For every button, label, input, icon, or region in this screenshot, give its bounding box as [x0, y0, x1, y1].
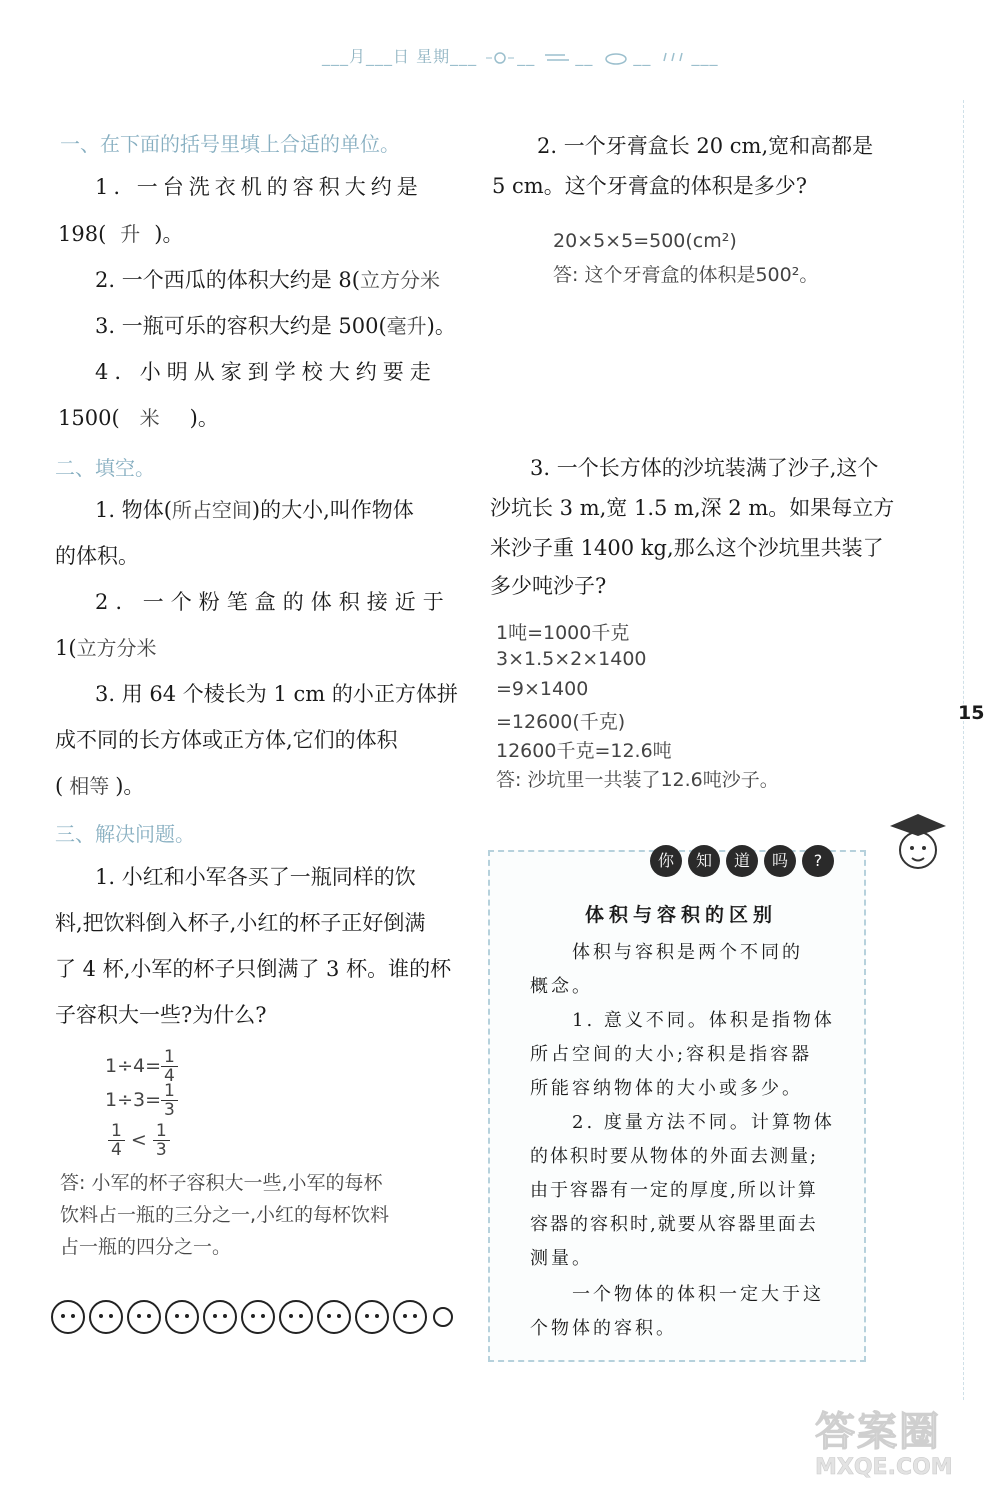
s3-q3-work5: 12600千克=12.6吨 — [496, 740, 672, 762]
s2-q1-line2: 的体积。 — [55, 544, 139, 568]
s3-q2-line2: 5 cm。这个牙膏盒的体积是多少? — [492, 174, 807, 198]
scholar-mascot-icon — [880, 808, 950, 888]
badge-char: ? — [802, 845, 834, 877]
watermark-url: MXQE.COM — [815, 1455, 953, 1480]
s2-q2-answer: 立方分米 — [76, 636, 157, 660]
s3-q3-line3: 米沙子重 1400 kg,那么这个沙坑里共装了 — [490, 536, 884, 560]
site-watermark-logo — [815, 1400, 985, 1485]
badge-char: 知 — [688, 845, 720, 877]
s3-q3-work4: =12600(千克) — [496, 711, 626, 733]
s3-q2-line1: 2. 一个牙膏盒长 20 cm,宽和高都是 — [537, 134, 874, 158]
did-you-know-badge — [650, 845, 834, 879]
badge-char: 吗 — [764, 845, 796, 877]
s3-q3-line1: 3. 一个长方体的沙坑装满了沙子,这个 — [530, 456, 879, 480]
s2-q3-line3: ( 相等 )。 — [55, 774, 145, 798]
date-header: ___月___日 星期___ __ __ __ ___ — [322, 47, 719, 66]
s3-q1-answer-line1: 答: 小军的杯子容积大一些,小军的每杯 — [60, 1172, 383, 1194]
s1-q1-line2: 198( 升 )。 — [58, 222, 184, 246]
weather-cloudy-icon — [599, 50, 633, 66]
s3-q3-answer: 答: 沙坑里一共装了12.6吨沙子。 — [496, 769, 779, 791]
s3-q2-answer: 答: 这个牙膏盒的体积是500²。 — [553, 264, 819, 286]
box-line: 概念。 — [530, 976, 593, 997]
s2-q3-line2: 成不同的长方体或正方体,它们的体积 — [55, 728, 398, 752]
s3-q3-work1: 1吨=1000千克 — [496, 622, 630, 644]
s3-q1-line2: 料,把饮料倒入杯子,小红的杯子正好倒满 — [55, 911, 426, 935]
s1-q4-line1: 4. 小明从家到学校大约要走 — [95, 360, 437, 384]
section2-title: 二、填空。 — [55, 456, 155, 480]
s3-q1-work3: $\frac{1}{4}$ < $\frac{1}{3}$ — [108, 1122, 170, 1159]
weather-wind-icon — [541, 50, 575, 66]
s1-q2: 2. 一个西瓜的体积大约是 8(立方分米 — [95, 268, 440, 292]
s2-q3-line1: 3. 用 64 个棱长为 1 cm 的小正方体拼 — [95, 682, 458, 706]
s2-q1-answer: 所占空间 — [171, 498, 252, 522]
margin-divider — [963, 100, 965, 1400]
s1-q3: 3. 一瓶可乐的容积大约是 500(毫升)。 — [95, 314, 456, 338]
box-line: 的体积时要从物体的外面去测量; — [530, 1146, 819, 1167]
s3-q3-line2: 沙坑长 3 m,宽 1.5 m,深 2 m。如果每立方 — [490, 496, 895, 520]
month-label: 月 — [349, 47, 367, 66]
box-line: 个物体的容积。 — [530, 1318, 677, 1339]
s3-q3-work2: 3×1.5×2×1400 — [496, 648, 647, 670]
box-line: 所占空间的大小;容积是指容器 — [530, 1044, 813, 1065]
day-label: 日 — [393, 47, 411, 66]
s3-q2-work: 20×5×5=500(cm²) — [553, 230, 737, 252]
s1-q4-line2: 1500( 米 )。 — [58, 406, 219, 430]
s1-q1-answer: 升 — [120, 222, 141, 246]
box-line: 体积与容积是两个不同的 — [572, 942, 803, 963]
s1-q4-answer: 米 — [139, 406, 160, 430]
s2-q3-answer: 相等 — [69, 774, 110, 798]
s3-q1-line3: 了 4 杯,小军的杯子只倒满了 3 杯。谁的杯 — [55, 957, 452, 981]
weekday-label: 星期 — [416, 47, 451, 66]
s3-q3-work3: =9×1400 — [496, 678, 589, 700]
s2-q2-line2: 1(立方分米 — [55, 636, 157, 660]
box-line: 一个物体的体积一定大于这 — [572, 1284, 824, 1305]
weather-sunny-icon — [483, 50, 517, 66]
box-line: 容器的容积时,就要从容器里面去 — [530, 1214, 818, 1235]
box-title: 体积与容积的区别 — [585, 904, 778, 926]
s3-q1-answer-line3: 占一瓶的四分之一。 — [60, 1236, 232, 1258]
section1-title: 一、在下面的括号里填上合适的单位。 — [60, 132, 400, 156]
badge-char: 你 — [650, 845, 682, 877]
weather-rain-icon — [658, 50, 692, 66]
s3-q1-line4: 子容积大一些?为什么? — [55, 1003, 267, 1027]
badge-char: 道 — [726, 845, 758, 877]
s3-q1-line1: 1. 小红和小军各买了一瓶同样的饮 — [95, 865, 416, 889]
box-line: 由于容器有一定的厚度,所以计算 — [530, 1180, 818, 1201]
s2-q2-line1: 2. 一个粉笔盒的体积接近于 — [95, 590, 451, 614]
watermark-title: 答案圈 — [815, 1409, 941, 1455]
s3-q1-answer-line2: 饮料占一瓶的三分之一,小红的每杯饮料 — [60, 1204, 390, 1226]
box-line: 2. 度量方法不同。计算物体 — [572, 1112, 835, 1133]
s1-q2-answer: 立方分米 — [359, 268, 440, 292]
box-line: 1. 意义不同。体积是指物体 — [572, 1010, 835, 1031]
page-number: 15 — [958, 702, 985, 724]
box-line: 测量。 — [530, 1248, 593, 1269]
s2-q1-line1: 1. 物体(所占空间)的大小,叫作物体 — [95, 498, 414, 522]
s3-q1-work1: 1÷4= $\frac{1}{4}$ — [105, 1048, 178, 1085]
cartoon-kids-illustration — [48, 1282, 453, 1357]
s1-q3-answer: 毫升 — [386, 314, 427, 338]
s1-q1-line1: 1. 一台洗衣机的容积大约是 — [95, 175, 423, 199]
s3-q1-work2: 1÷3= $\frac{1}{3}$ — [105, 1082, 178, 1119]
box-line: 所能容纳物体的大小或多少。 — [530, 1078, 803, 1099]
section3-title: 三、解决问题。 — [55, 822, 195, 846]
s3-q3-line4: 多少吨沙子? — [490, 574, 607, 598]
